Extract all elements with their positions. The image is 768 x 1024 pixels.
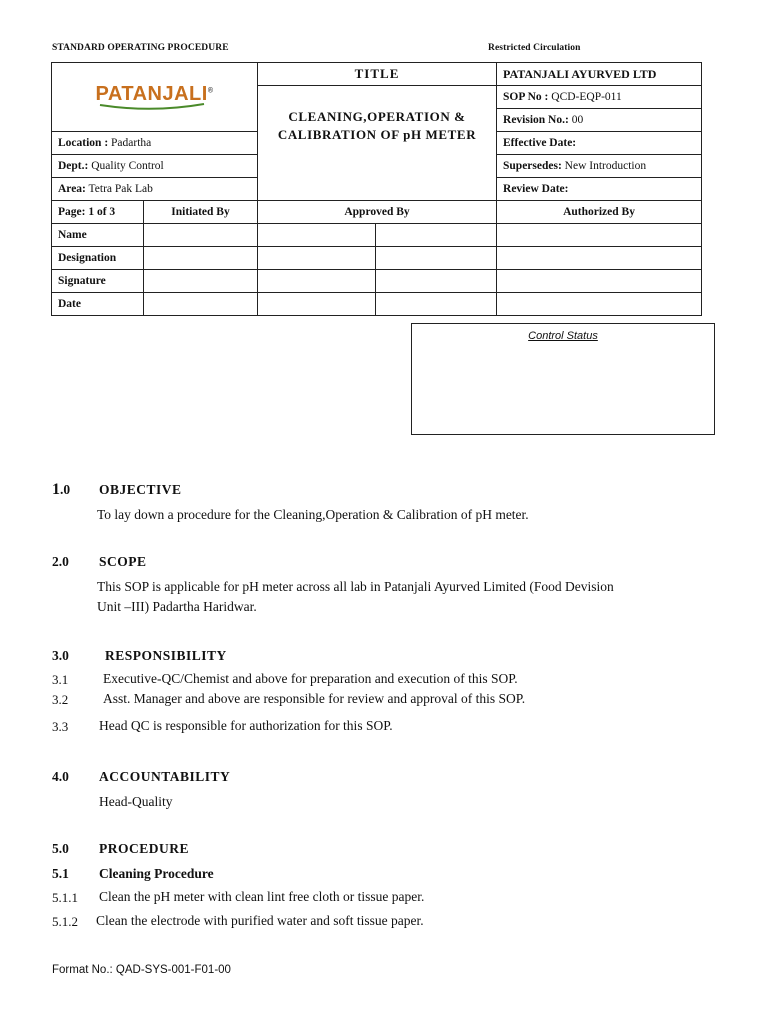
dept-label: Dept.:	[58, 160, 89, 172]
supersedes-label: Supersedes:	[503, 160, 562, 172]
location-cell	[52, 132, 258, 155]
doc-type-label: STANDARD OPERATING PROCEDURE	[52, 43, 229, 53]
table-row	[52, 270, 702, 293]
procedure-item-text: Clean the electrode with purified water and soft tissue paper.	[96, 913, 424, 928]
authorized-by-header: Authorized By	[497, 201, 702, 224]
scope-line-1: This SOP is applicable for pH meter across all lab in Patanjali Ayurved Limited (Food Devision	[97, 579, 614, 594]
area-value: Tetra Pak Lab	[85, 183, 153, 195]
responsibility-item-text: Asst. Manager and above are responsible for review and approval of this SOP.	[103, 691, 526, 706]
logo-text: PATANJALI	[95, 83, 208, 105]
page-number: Page: 1 of 3	[52, 201, 144, 224]
signoff-cell	[144, 293, 258, 316]
sop-title	[258, 86, 497, 201]
initiated-by-header: Initiated By	[144, 201, 258, 224]
signoff-cell	[144, 224, 258, 247]
signoff-cell	[144, 270, 258, 293]
section-1-number-major: 1	[52, 481, 60, 498]
revision-label: Revision No.:	[503, 114, 569, 126]
area-cell	[52, 178, 258, 201]
section-5-number: 5.0	[52, 841, 69, 856]
signoff-cell	[258, 270, 376, 293]
signoff-cell	[376, 293, 497, 316]
procedure-item-number: 5.1.1	[52, 890, 78, 905]
signoff-cell	[144, 247, 258, 270]
row-label-designation: Designation	[52, 247, 144, 270]
signoff-cell	[497, 247, 702, 270]
procedure-item-number: 5.1.2	[52, 914, 78, 929]
subsection-5-1-number: 5.1	[52, 866, 69, 881]
sop-no-cell	[497, 86, 702, 109]
section-1-title: OBJECTIVE	[99, 482, 182, 497]
responsibility-item-text: Executive-QC/Chemist and above for preparation and execution of this SOP.	[103, 671, 518, 686]
location-label: Location :	[58, 137, 109, 149]
signoff-cell	[497, 293, 702, 316]
subsection-5-1-title: Cleaning Procedure	[99, 866, 214, 881]
row-label-date: Date	[52, 293, 144, 316]
signoff-cell	[497, 224, 702, 247]
responsibility-item-number: 3.2	[52, 692, 69, 707]
accountability-text: Head-Quality	[99, 794, 173, 809]
signoff-cell	[376, 270, 497, 293]
supersedes-value: New Introduction	[561, 160, 647, 172]
signoff-cell	[376, 224, 497, 247]
section-2-title: SCOPE	[99, 554, 147, 569]
table-row	[52, 293, 702, 316]
sop-title-line2: CALIBRATION OF pH METER	[277, 127, 477, 142]
sop-header-table	[51, 62, 702, 316]
revision-cell	[497, 109, 702, 132]
signoff-cell	[258, 247, 376, 270]
responsibility-item-text: Head QC is responsible for authorization for this SOP.	[99, 718, 393, 733]
control-status-box	[411, 323, 715, 435]
logo-registered-mark: ®	[207, 87, 214, 95]
objective-text: To lay down a procedure for the Cleaning,Operation & Calibration of pH meter.	[97, 507, 529, 522]
section-1-number	[52, 481, 70, 499]
approved-by-header: Approved By	[258, 201, 497, 224]
dept-value: Quality Control	[88, 160, 164, 172]
section-4-title: ACCOUNTABILITY	[99, 769, 231, 784]
sop-no-label: SOP No :	[503, 91, 549, 103]
sop-title-line1: CLEANING,OPERATION &	[288, 109, 466, 124]
location-value: Padartha	[108, 137, 152, 149]
procedure-item-text: Clean the pH meter with clean lint free cloth or tissue paper.	[99, 889, 425, 904]
table-row	[52, 247, 702, 270]
row-label-name: Name	[52, 224, 144, 247]
revision-value: 00	[568, 114, 584, 126]
format-number: Format No.: QAD-SYS-001-F01-00	[52, 964, 231, 976]
signoff-cell	[497, 270, 702, 293]
signoff-cell	[258, 293, 376, 316]
section-3-title: RESPONSIBILITY	[105, 648, 227, 663]
supersedes-cell	[497, 155, 702, 178]
scope-text	[97, 577, 712, 617]
table-row	[52, 224, 702, 247]
signoff-cell	[258, 224, 376, 247]
signoff-cell	[376, 247, 497, 270]
section-2-number: 2.0	[52, 554, 69, 569]
logo-cell	[52, 63, 258, 132]
section-1-number-minor: .0	[60, 482, 71, 497]
row-label-signature: Signature	[52, 270, 144, 293]
dept-cell	[52, 155, 258, 178]
responsibility-item-number: 3.3	[52, 719, 69, 734]
section-4-number: 4.0	[52, 769, 69, 784]
section-5-title: PROCEDURE	[99, 841, 190, 856]
scope-line-2: Unit –III) Padartha Haridwar.	[97, 599, 257, 614]
company-name: PATANJALI AYURVED LTD	[497, 63, 702, 86]
circulation-label: Restricted Circulation	[488, 43, 581, 53]
review-date-label: Review Date:	[497, 178, 702, 201]
sop-no-value: QCD-EQP-011	[548, 91, 622, 103]
patanjali-logo	[96, 83, 214, 111]
area-label: Area:	[58, 183, 86, 195]
section-3-number: 3.0	[52, 648, 69, 663]
effective-date-label: Effective Date:	[497, 132, 702, 155]
control-status-label: Control Status	[528, 330, 598, 342]
responsibility-item-number: 3.1	[52, 672, 69, 687]
title-label: TITLE	[258, 63, 497, 86]
